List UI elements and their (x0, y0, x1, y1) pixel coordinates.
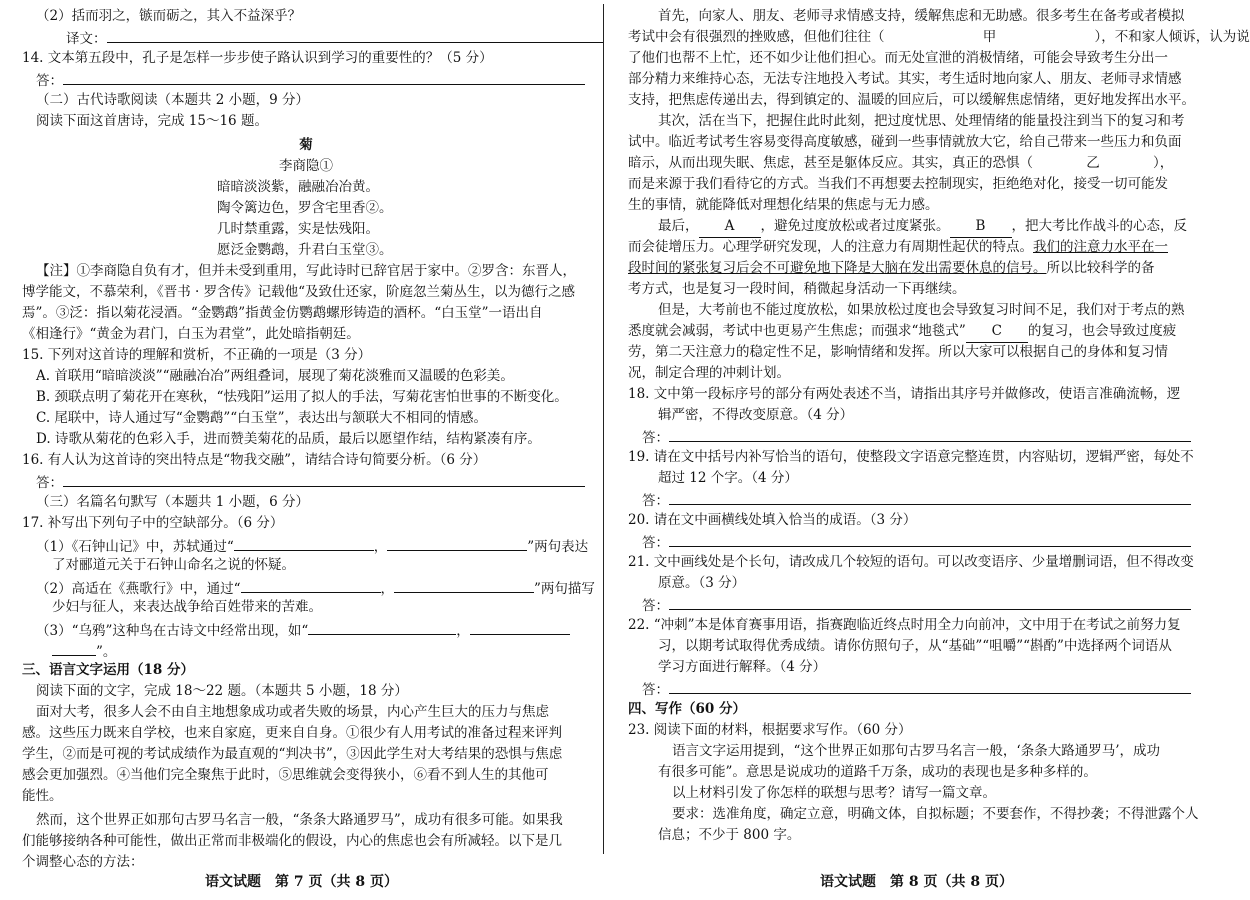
passage-line: 首先，向家人、朋友、老师寻求情感支持，缓解焦虑和无助感。很多考生在备考或者模拟 (658, 8, 1185, 24)
translate-line (22, 27, 590, 48)
sec2-title: （二）古代诗歌阅读（本题共 2 小题，9 分） (36, 92, 310, 108)
q21-answer-line[interactable] (669, 594, 1191, 610)
q17-3-blank-3[interactable] (52, 639, 96, 656)
page-footer-left: 语文试题 第 7 页（共 8 页） (205, 874, 398, 890)
q19-answer (628, 489, 1194, 510)
passage-line: 部分精力来维持心态，无法专注地投入考试。其实，考生适时地向家人、朋友、老师寻求情感 (628, 71, 1182, 87)
passage-line: 面对大考，很多人会不由自主地想象成功或者失败的场景，内心产生巨大的压力与焦虑 (36, 704, 549, 720)
passage-line: 生的事情，就能降低对理想化结果的焦虑与无力感。 (628, 197, 939, 213)
q17-2-blank-1[interactable] (241, 576, 381, 593)
note-line: 博学能文，不慕荣利，《晋书 · 罗含传》记载他“及致仕还家，阶庭忽兰菊丛生，以为德行之感 (22, 284, 576, 300)
q17-3-cont (22, 639, 590, 660)
requirement-line: 要求：选准角度，确定立意，明确文体，自拟标题；不要套作，不得抄袭；不得泄露个人 (672, 806, 1199, 822)
q15-option-d[interactable]: D. 诗歌从菊花的色彩入手，进而赞美菊花的品质，最后以愿望作结，结构紧凑有序。 (36, 431, 541, 447)
passage-text: 最后， (658, 218, 699, 234)
translate-answer-line[interactable] (107, 27, 603, 43)
part3-title: 三、语言文字运用（18 分） (22, 662, 194, 678)
q21-answer (628, 594, 1194, 615)
passage-text: 考试中会有很强烈的挫败感，但他们往往（ (628, 29, 885, 45)
passage-line (628, 237, 1194, 258)
passage-line: 感。这些压力既来自学校，也来自家庭，更来自自身。①很少有人用考试的准备过程来评判 (22, 725, 562, 741)
passage-text: 所以比较科学的备 (1046, 260, 1155, 276)
answer-label: 答： (642, 682, 669, 698)
passage-text: 暗示，从而出现失眠、焦虑，甚至是躯体反应。其实，真正的恐惧（ (628, 155, 1033, 171)
blank-C-label: C (991, 323, 1002, 339)
blank-A[interactable] (699, 216, 761, 238)
q17-1-cont: 了对郦道元关于石钟山命名之说的怀疑。 (52, 557, 295, 573)
q18-answer-line[interactable] (669, 426, 1191, 442)
poem-line: 暗暗淡淡紫，融融冶冶黄。 (217, 179, 379, 195)
page-divider (603, 4, 604, 854)
q18-cont: 辑严密，不得改变原意。（4 分） (658, 407, 854, 423)
q22-cont: 习，以期考试取得优秀成绩。请你仿照句子，从“基础”“咀嚼”“斟酌”中选择两个词语从 (658, 638, 1172, 654)
q22-cont: 学习方面进行解释。（4 分） (658, 659, 827, 675)
passage-line: 感会更加强烈。④当他们完全聚焦于此时，⑤思维就会变得狭小，⑥看不到人生的其他可 (22, 767, 549, 783)
q15-option-a[interactable]: A. 首联用“暗暗淡淡”“融融冶冶”两组叠词，展现了菊花淡雅而又温暖的色彩美。 (36, 368, 514, 384)
passage-text: 而会徒增压力。心理学研究发现，人的注意力有周期性起伏的特点。 (628, 239, 1033, 255)
material-line: 以上材料引发了你怎样的联想与思考？请写一篇文章。 (672, 785, 996, 801)
q20-answer (628, 531, 1194, 552)
passage-line (628, 216, 1194, 237)
q17-2-blank-2[interactable] (394, 576, 534, 593)
passage-line: 劳，第二天注意力的稳定性不足，影响情绪和发挥。所以大家可以根据自己的身体和复习情 (628, 344, 1168, 360)
passage-line: 能性。 (22, 788, 63, 804)
poem-line: 愿泛金鹦鹉，升君白玉堂③。 (217, 242, 393, 258)
passage-line (628, 153, 1194, 174)
q19-cont: 超过 12 个字。（4 分） (658, 470, 798, 486)
passage-text: ，把大考比作战斗的心态，反 (1011, 218, 1187, 234)
q17-3-blank-2[interactable] (470, 618, 570, 635)
poem-line: 陶令篱边色，罗含宅里香②。 (217, 200, 393, 216)
blank-C[interactable] (966, 321, 1028, 343)
underlined-sentence: 我们的注意力水平在一 (1033, 239, 1168, 255)
q22-answer-line[interactable] (669, 678, 1191, 694)
answer-label: 答： (642, 598, 669, 614)
blank-A-label: A (724, 218, 735, 234)
passage-text: ），不和家人倾诉，认为说 (1094, 29, 1250, 45)
passage-text: ，避免过度放松或者过度紧张。 (760, 218, 950, 234)
passage-line (628, 321, 1194, 342)
requirement-line: 信息；不少于 800 字。 (658, 827, 801, 843)
passage-line: 但是，大考前也不能过度放松，如果放松过度也会导致复习时间不足，我们对于考点的熟 (658, 302, 1185, 318)
q15: 15. 下列对这首诗的理解和赏析，不正确的一项是（3 分） (22, 347, 372, 363)
q16: 16. 有人认为这首诗的突出特点是“物我交融”，请结合诗句简要分析。（6 分） (22, 452, 487, 468)
passage-line: 其次，活在当下，把握住此时此刻，把过度忧思、处理情绪的能量投注到当下的复习和考 (658, 113, 1185, 129)
q17-3-suffix: ”。 (96, 644, 117, 660)
passage-line: 学生，②而是可视的考试成绩作为最直观的“判决书”，③因此学生对大考结果的恐惧与焦虑 (22, 746, 563, 762)
q18-answer (628, 426, 1194, 447)
q17-1-prefix: （1）《石钟山记》中，苏轼通过“ (36, 539, 234, 555)
passage-line (628, 258, 1194, 279)
passage-line: 支持，把焦虑传递出去，得到镇定的、温暖的回应后，可以缓解焦虑情绪，更好地发挥出水平。 (628, 92, 1195, 108)
q15-option-b[interactable]: B. 颈联点明了菊花开在寒秋，“怯残阳”运用了拟人的手法，写菊花害怕世事的不断变化。 (36, 389, 568, 405)
q17-2: （2）高适在《燕歌行》中，通过“ ， ”两句描写 (22, 576, 590, 597)
part3-intro: 阅读下面的文字，完成 18～22 题。（本题共 5 小题，18 分） (36, 683, 408, 699)
q19-answer-line[interactable] (669, 489, 1191, 505)
passage-line: 考方式，也是复习一段时间，稍微起身活动一下再继续。 (628, 281, 966, 297)
q14-answer (22, 69, 590, 90)
answer-label: 答： (642, 430, 669, 446)
passage-line: 个调整心态的方法： (22, 854, 144, 870)
blank-jia[interactable] (885, 27, 1095, 48)
note-line: 【注】①李商隐自负有才，但并未受到重用，写此诗时已辞官居于家中。②罗含：东晋人， (36, 263, 576, 279)
material-line: 有很多可能”。意思是说成功的道路千万条，成功的表现也是多种多样的。 (658, 764, 1097, 780)
part4-title: 四、写作（60 分） (628, 701, 746, 717)
passage-line: 们能够接纳各种可能性，做出正常而非极端化的假设，内心的焦虑也会有所减轻。以下是几 (22, 833, 562, 849)
passage-text: 的复习，也会导致过度疲 (1027, 323, 1177, 339)
blank-yi-label: 乙 (1086, 155, 1100, 171)
q23: 23. 阅读下面的材料，根据要求写作。（60 分） (628, 722, 912, 738)
q17-1-suffix: ”两句表达 (527, 539, 589, 555)
q17-3-blank-1[interactable] (308, 618, 456, 635)
q14: 14. 文本第五段中，孔子是怎样一步步使子路认识到学习的重要性的？（5 分） (22, 50, 493, 66)
q14-answer-line[interactable] (63, 69, 585, 85)
answer-label: 答： (642, 493, 669, 509)
note-line: 《相逢行》“黄金为君门，白玉为君堂”，此处暗指朝廷。 (22, 326, 360, 342)
passage-line: 了他们也帮不上忙，还不如少让他们担心。而无处宣泄的消极情绪，可能会导致考生分出一 (628, 50, 1168, 66)
sec3-title: （三）名篇名句默写（本题共 1 小题，6 分） (36, 494, 310, 510)
sec2-intro: 阅读下面这首唐诗，完成 15～16 题。 (36, 113, 268, 129)
q17-3-prefix: （3）“乌鸦”这种鸟在古诗文中经常出现，如“ (36, 623, 309, 639)
passage-line: 况，制定合理的冲刺计划。 (628, 365, 790, 381)
q18: 18. 文中第一段标序号的部分有两处表述不当，请指出其序号并做修改，使语言准确流畅，逻 (628, 386, 1181, 402)
note-line: 焉”。③泛：指以菊花浸酒。“金鹦鹉”指黄金仿鹦鹉螺形铸造的酒杯。“白玉堂”一语出自 (22, 305, 543, 321)
blank-yi[interactable] (1033, 153, 1153, 174)
blank-B-label: B (975, 218, 986, 234)
answer-label: 答： (642, 535, 669, 551)
q16-answer-line[interactable] (63, 471, 585, 487)
q17-3: （3）“乌鸦”这种鸟在古诗文中经常出现，如“ ， (22, 618, 590, 639)
q20: 20. 请在文中画横线处填入恰当的成语。（3 分） (628, 512, 917, 528)
poem-line: 几时禁重露，实是怯残阳。 (217, 221, 379, 237)
passage-text: ）， (1153, 155, 1174, 171)
answer-label: 答： (36, 475, 63, 491)
q17-1-blank-2[interactable] (387, 534, 527, 551)
q19: 19. 请在文中括号内补写恰当的语句，使整段文字语意完整连贯，内容贴切，逻辑严密，每处不 (628, 449, 1194, 465)
q20-answer-line[interactable] (669, 531, 1191, 547)
q21: 21. 文中画线处是个长句，请改成几个较短的语句。可以改变语序、少量增删词语，但不得改变 (628, 554, 1194, 570)
translate-label: 译文： (66, 31, 107, 47)
material-line: 语言文字运用提到，“这个世界正如那句古罗马名言一般，‘条条大路通罗马’，成功 (672, 743, 1160, 759)
passage-line (628, 27, 1250, 48)
q17-1: （1）《石钟山记》中，苏轼通过“ ， ”两句表达 (22, 534, 590, 555)
blank-jia-label: 甲 (982, 29, 997, 45)
q15-option-c[interactable]: C. 尾联中，诗人通过写“金鹦鹉”“白玉堂”，表达出与颔联大不相同的情感。 (36, 410, 488, 426)
blank-B[interactable] (950, 216, 1012, 238)
q22: 22. “冲刺”本是体育赛事用语，指赛跑临近终点时用全力向前冲，文中用于在考试之前努力复 (628, 617, 1181, 633)
q22-answer (628, 678, 1194, 699)
underlined-sentence: 段时间的紧张复习后会不可避免地下降是大脑在发出需要休息的信号。 (628, 260, 1047, 276)
q16-answer (22, 471, 590, 492)
page-footer-right: 语文试题 第 8 页（共 8 页） (820, 874, 1013, 890)
q17-2-prefix: （2）高适在《燕歌行》中，通过“ (36, 581, 241, 597)
right-page (628, 6, 1250, 846)
q17-2-cont: 少妇与征人，来表达战争给百姓带来的苦难。 (52, 599, 322, 615)
q13-sentence: （2）括而羽之，镞而砺之，其入不益深乎？ (36, 8, 302, 24)
passage-line: 试中。临近考试考生容易变得高度敏感，碰到一些事情就放大它，给自己带来一些压力和负面 (628, 134, 1182, 150)
poem-author: 李商隐① (279, 158, 333, 174)
q17-2-suffix: ”两句描写 (534, 581, 595, 597)
poem-title: 菊 (299, 137, 313, 153)
passage-text: 悉度就会减弱，考试中也更易产生焦虑；而强求“地毯式” (628, 323, 966, 339)
left-page (22, 6, 595, 873)
passage-line: 而是来源于我们看待它的方式。当我们不再想要去控制现实，拒绝绝对化，接受一切可能发 (628, 176, 1168, 192)
passage-line: 然而，这个世界正如那句古罗马名言一般，“条条大路通罗马”，成功有很多可能。如果我 (36, 812, 563, 828)
q21-cont: 原意。（3 分） (658, 575, 746, 591)
answer-label: 答： (36, 73, 63, 89)
q17: 17. 补写出下列句子中的空缺部分。（6 分） (22, 515, 284, 531)
q17-1-blank-1[interactable] (234, 534, 374, 551)
